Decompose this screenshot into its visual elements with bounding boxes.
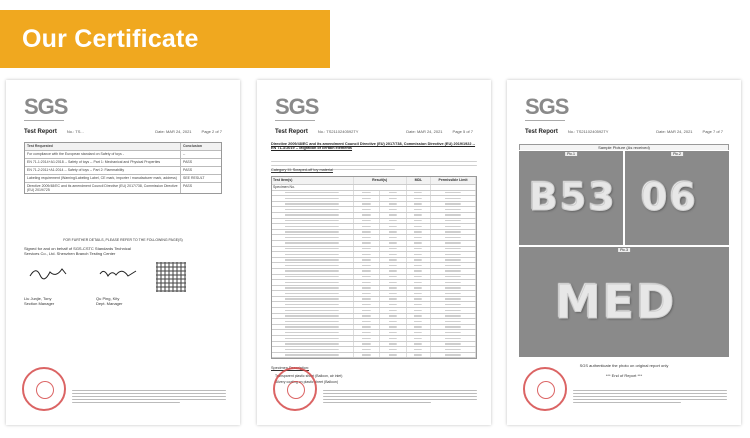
authenticate-note: SGS authenticate the photo on original report only [579,363,669,368]
certificate-page-1[interactable] [6,80,240,425]
results-spec-row: Specimen No. [272,185,476,191]
table-row: EN 71-1:2014+A1:2018 -- Safety of toys -- Part 1: Mechanical and Physical Properties PASS [25,159,221,167]
certificate-page-3[interactable] [507,80,741,425]
balloon-letters-2: 06 [641,175,698,219]
report-number: No.: TS2110240592TY [317,129,359,134]
results-header-row: Test Item(s) Result(s) MDL Permissible Limit [272,177,476,185]
further-details: FOR FURTHER DETAILS, PLEASE REFER TO THE FOLLOWING PAGE(S) [63,238,183,242]
results-table [271,176,477,359]
balloon-letters-1: B53 [529,175,617,219]
table-row [272,353,476,359]
report-number: No.: TS... [66,129,84,134]
signature-2-icon [98,266,138,280]
stamp-icon [22,367,66,411]
report-header [525,129,723,135]
banner-title: Our Certificate [22,24,199,53]
report-date: Date: MAR 24, 2021 [155,129,192,134]
footer-legal-text [72,388,226,405]
signed-for-text: Signed for and on behalf of SGS-CSTC Standards Technical Services Co., Ltd. Shenzhen Branch Testing Center [24,246,131,256]
page-number: Page 7 of 7 [702,129,723,134]
sample-picture-header: Sample Picture (As received) [519,144,729,150]
test-summary-table [24,142,222,194]
table-header-row [25,143,221,151]
specimen-2: Silvery coating on plastic sheet (Balloon) [275,380,339,384]
report-title: Test Report [525,129,558,135]
pic-1-label: Pic.1 [567,152,575,156]
sgs-logo: SGS [525,94,569,119]
table-row: For compliance with the European standard on Safety of toys - -- [25,151,221,159]
directive-heading: Directive 2009/48/EC and its amendment Council Directive (EU) 2017/738, Commission Directive (EU) 2019/1922 -- EN 71-3:2019 -- Migration of certain elements [271,142,476,150]
signatory-2: Qu Ping, Kity Dept. Manager [96,296,123,306]
report-header [275,129,473,135]
specimen-1: Transparent plastic sheet (Balloon, air inlet) [275,374,343,378]
signature-1-icon [28,266,68,280]
page-number: Page 5 of 7 [452,129,473,134]
report-title: Test Report [275,129,308,135]
logo-divider [525,120,565,121]
sample-photo-1 [519,151,623,245]
footer-legal-text [323,388,477,405]
report-date: Date: MAR 24, 2021 [406,129,443,134]
stamp-icon [523,367,567,411]
header-conclusion: Conclusion [183,144,203,148]
certificate-page-2[interactable] [257,80,491,425]
pic-2-label: Pic.2 [673,152,681,156]
balloon-letters-3: MED [555,275,677,329]
signatory-1: Liu Junjie, Tony Section Manager [24,296,55,306]
table-row: EN 71-2:2011+A1:2014 -- Safety of toys -- Part 2: Flammability PASS [25,167,221,175]
footer-legal-text [573,388,727,405]
report-title: Test Report [24,129,57,135]
end-of-report: *** End of Report *** [605,373,643,378]
page-number: Page 2 of 7 [201,129,222,134]
report-number: No.: TS2110240592TY [567,129,609,134]
sgs-logo: SGS [24,94,68,119]
specimen-desc-label: Specimen Description: [271,366,309,370]
logo-divider [275,120,315,121]
report-header [24,129,222,135]
seal-icon [156,262,186,292]
results-body [272,191,476,359]
sample-photo-2 [625,151,729,245]
logo-divider [24,120,64,121]
sample-photo-3 [519,247,729,357]
certificate-banner [0,10,330,68]
pic-3-label: Pic.3 [620,248,628,252]
report-date: Date: MAR 24, 2021 [656,129,693,134]
table-row: Labeling requirement (Warning/Labeling Label, CE mark, importer / manufacturer mark, address) SEE RESULT [25,175,221,183]
sgs-logo: SGS [275,94,319,119]
category-label: Category III: Scraped-off toy material [271,168,333,172]
stamp-icon [273,367,317,411]
header-test-requested: Test Requested [25,143,181,150]
table-row: Directive 2009/48/EC and its amendment Council Directive (EU) 2017/738, Commission Directive (EU) 2019/725 PASS [27,184,193,192]
